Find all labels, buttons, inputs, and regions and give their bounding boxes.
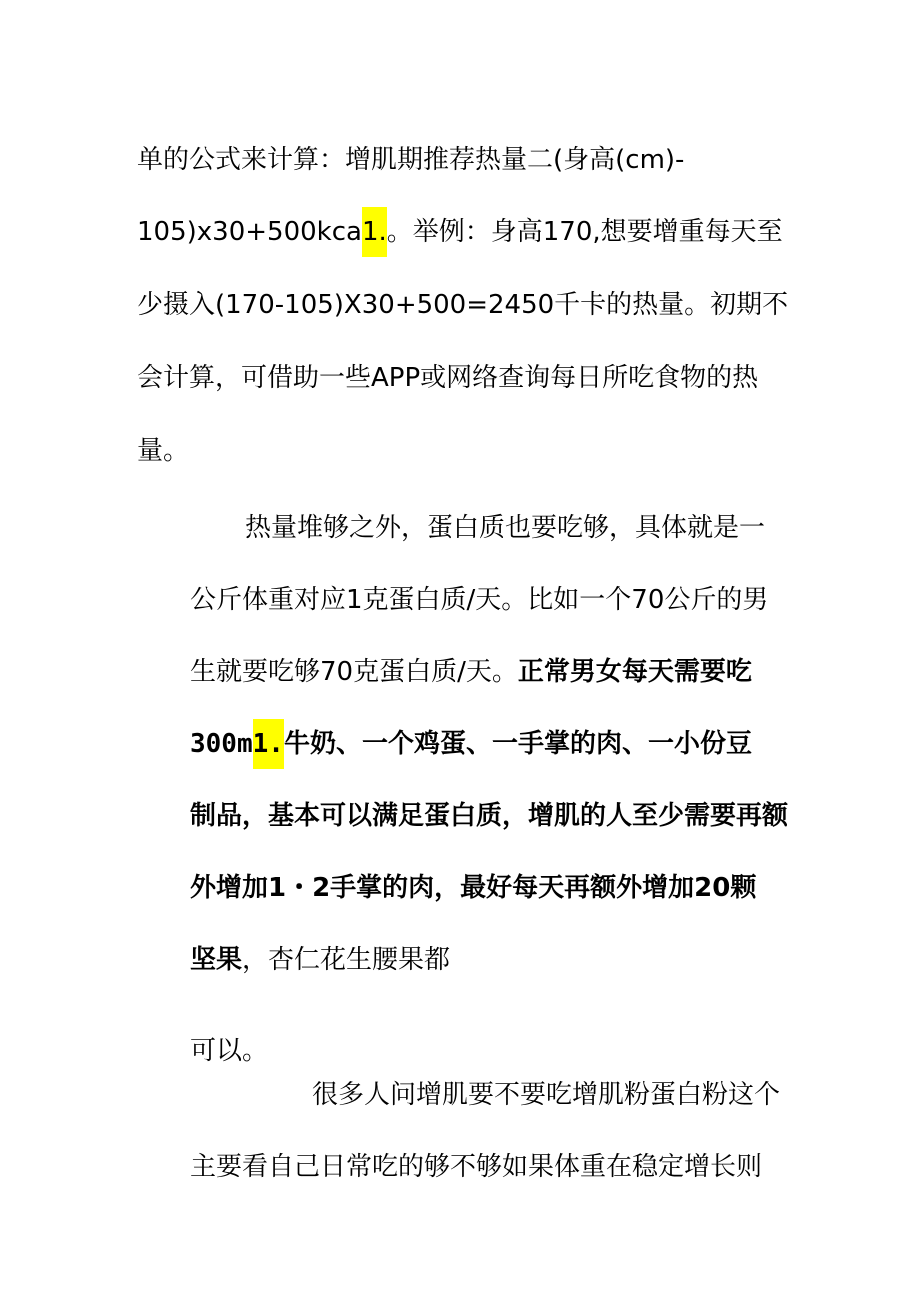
text-line: 可以。	[190, 1036, 269, 1066]
bold-text: 牛奶、一个鸡蛋、一手掌的肉、一小份豆	[283, 729, 752, 759]
text-line: 会计算，可借助一些APP或网络查询每日所吃食物的热	[137, 363, 759, 393]
highlighted-text: 1.	[253, 719, 284, 769]
text-line: 热量堆够之外，蛋白质也要吃够，具体就是一	[245, 513, 766, 543]
text-span: 。举例：身高170,想要增重每天至	[386, 217, 783, 247]
text-line: 制品，基本可以满足蛋白质，增肌的人至少需要再额	[190, 801, 789, 831]
text-line	[190, 942, 450, 978]
text-span: ，杏仁花生腰果都	[242, 945, 451, 975]
text-line	[190, 654, 752, 690]
text-line: 量。	[137, 436, 190, 466]
text-line	[137, 214, 783, 250]
text-span: 生就要吃够70克蛋白质/天。	[190, 657, 518, 687]
text-line: 主要看自己日常吃的够不够如果体重在稳定增长则	[190, 1152, 763, 1182]
bold-text: 坚果	[190, 945, 243, 975]
bold-text: 300m	[190, 729, 253, 759]
text-line: 少摄入(170-105)X30+500=2450千卡的热量。初期不	[137, 290, 789, 320]
highlighted-text: 1.	[362, 207, 387, 257]
text-line: 很多人问增肌要不要吃增肌粉蛋白粉这个	[312, 1080, 781, 1110]
text-line: 公斤体重对应1克蛋白质/天。比如一个70公斤的男	[190, 585, 769, 615]
text-line	[190, 726, 752, 762]
bold-text: 正常男女每天需要吃	[517, 657, 752, 687]
text-span: 105)x30+500kca	[137, 217, 362, 247]
text-line: 单的公式来计算：增肌期推荐热量二(身高(cm)-	[137, 145, 685, 175]
text-line: 外增加1・2手掌的肉，最好每天再额外增加20颗	[190, 873, 757, 903]
